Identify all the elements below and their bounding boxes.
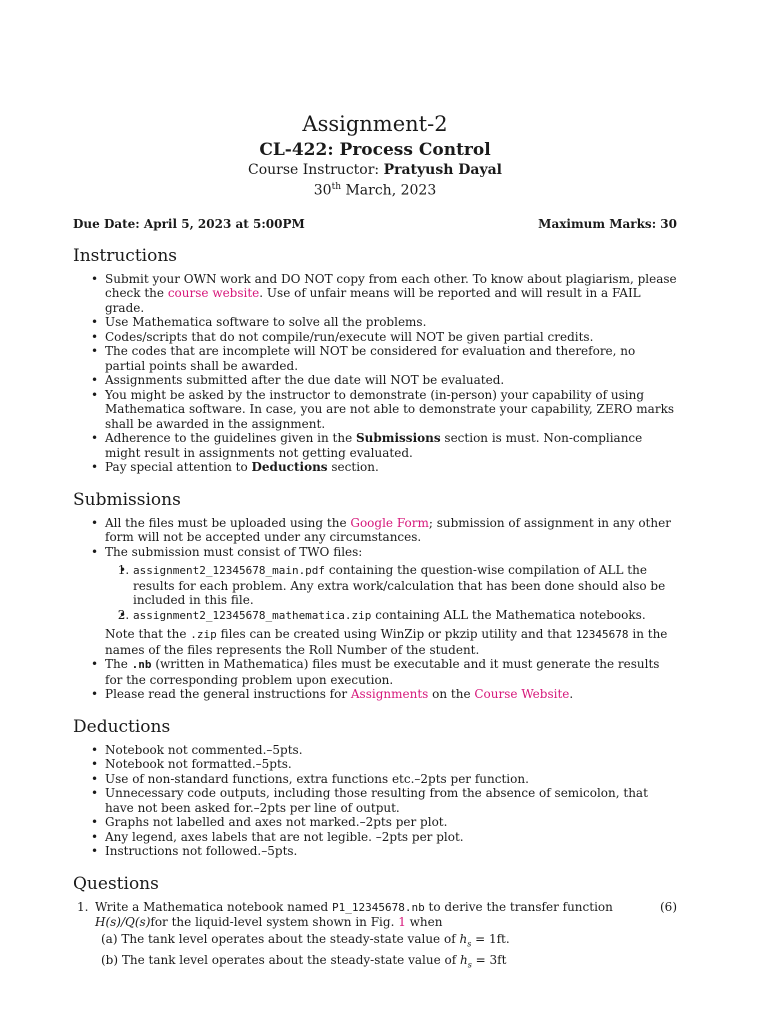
text: ; submission of assignment in any other form will not be accepted under any circumstances. (105, 515, 671, 545)
list-item: • Instructions not followed.–5pts. (105, 844, 677, 859)
code-text: 12345678 (575, 628, 629, 642)
assignment-title: Assignment-2 (302, 112, 448, 136)
text: = 3ft (471, 953, 507, 968)
text: (written in Mathematica) files must be executable and it must generate the results for the corresponding problem upon execution. (105, 657, 660, 687)
instructor-name: Pratyush Dayal (383, 162, 503, 178)
list-item (105, 431, 677, 460)
math-sub: s (467, 960, 472, 970)
text: Pay special attention to (105, 460, 252, 475)
list-item (105, 272, 677, 316)
list-item (105, 657, 677, 687)
text: Submit your OWN work and DO NOT copy from each other. To know about plagiarism, please check the (105, 271, 677, 301)
text: The (105, 657, 132, 672)
text: containing ALL the Mathematica notebooks. (371, 607, 646, 622)
question-number: 1. (77, 899, 89, 914)
text: . (569, 687, 574, 702)
text: Write a Mathematica notebook named (95, 899, 333, 914)
assignments-link[interactable]: Assignments (350, 687, 429, 702)
list-item: • You might be asked by the instructor to demonstrate (in-person) your capability of using Mathematica software. In case, you are not able to demonstrate your capability, ZERO marks shall be awarded in the assignment. (105, 388, 677, 432)
question-1 (73, 900, 677, 930)
submissions-list (73, 516, 677, 624)
questions-heading: Questions (73, 873, 159, 894)
bold-text: Submissions (356, 431, 441, 446)
list-item: • Use of non-standard functions, extra functions etc.–2pts per function. (105, 772, 677, 787)
text: = 1ft. (471, 931, 510, 946)
text: for the liquid-level system shown in Fig. (150, 915, 399, 930)
list-item: • The codes that are incomplete will NOT be considered for evaluation and therefore, no partial points shall be awarded. (105, 344, 677, 373)
document-page (73, 110, 677, 972)
text: (b) The tank level operates about the steady-state value of (101, 953, 460, 968)
text: section. (327, 460, 379, 475)
list-item: • Assignments submitted after the due date will NOT be evaluated. (105, 373, 677, 388)
subpart-a (101, 932, 677, 951)
math: h (459, 931, 468, 946)
text: All the files must be uploaded using the (105, 515, 351, 530)
text: Note that the (105, 627, 191, 642)
course-title: CL-422: Process Control (259, 140, 491, 160)
list-item: • Graphs not labelled and axes not marked.–2pts per plot. (105, 815, 677, 830)
text: containing the question-wise compilation of ALL the results for each problem. Any extra work/calculation that has been done should also be included in this file. (133, 563, 666, 608)
date-line (73, 179, 677, 200)
due-line (73, 217, 677, 231)
text: The submission must consist of TWO files: (105, 544, 363, 559)
question-marks: (6) (660, 899, 677, 914)
bold-code: .nb (131, 658, 152, 672)
date-sup: th (331, 182, 342, 192)
instructions-heading: Instructions (73, 245, 177, 266)
math: h (459, 953, 468, 968)
subpart-b (101, 953, 677, 972)
deductions-list (73, 743, 677, 859)
list-item: • Codes/scripts that do not compile/run/execute will NOT be given partial credits. (105, 330, 677, 345)
file-list (105, 563, 677, 623)
math: H(s)/Q(s) (95, 915, 151, 930)
list-item (105, 687, 677, 702)
text: section is must. Non-compliance might result in assignments not getting evaluated. (105, 431, 643, 460)
submissions-heading: Submissions (73, 489, 181, 510)
zip-note (73, 627, 677, 657)
deductions-heading: Deductions (73, 716, 171, 737)
text: . Use of unfair means will be reported and will result in a FAIL grade. (105, 286, 641, 315)
file-item (133, 608, 677, 624)
text: Please read the general instructions for (105, 687, 351, 702)
list-item: • Use Mathematica software to solve all the problems. (105, 315, 677, 330)
question-text (95, 900, 637, 930)
text: in the names of the files represents the Roll Number of the student. (105, 627, 668, 657)
code-text: .zip (190, 628, 217, 642)
list-item: • Unnecessary code outputs, including those resulting from the absence of semicolon, that have not been asked for.–2pts per line of output. (105, 786, 677, 815)
question-1-subparts (73, 932, 677, 973)
text: Adherence to the guidelines given in the (105, 431, 357, 446)
text: files can be created using WinZip or pkzip utility and that (216, 627, 576, 642)
file-name: assignment2_12345678_mathematica.zip (133, 608, 372, 622)
text: when (405, 915, 443, 930)
list-item: • Any legend, axes labels that are not legible. –2pts per plot. (105, 830, 677, 845)
instructor-line (73, 162, 677, 179)
text: (a) The tank level operates about the steady-state value of (101, 931, 460, 946)
submissions-list-cont (73, 657, 677, 702)
course-website-link[interactable]: course website (167, 286, 260, 301)
text: to derive the transfer function (424, 899, 613, 914)
date-rest: March, 2023 (341, 182, 437, 199)
course-website-link-2[interactable]: Course Website (474, 687, 570, 702)
list-item: • Notebook not formatted.–5pts. (105, 757, 677, 772)
list-item (105, 545, 677, 624)
bold-text: Deductions (251, 460, 328, 475)
google-form-link[interactable]: Google Form (350, 515, 429, 530)
instructions-list (73, 272, 677, 475)
list-item (105, 516, 677, 545)
title-block (73, 110, 677, 200)
math-sub: s (467, 939, 472, 949)
list-item (105, 460, 677, 475)
text: on the (428, 687, 475, 702)
list-item: • Notebook not commented.–5pts. (105, 743, 677, 758)
instructor-prefix: Course Instructor: (247, 162, 384, 178)
figure-link[interactable]: 1 (398, 915, 406, 930)
date-day: 30 (313, 182, 332, 199)
max-marks: Maximum Marks: 30 (538, 216, 677, 231)
file-name: assignment2_12345678_main.pdf (133, 564, 326, 578)
due-date: Due Date: April 5, 2023 at 5:00PM (73, 216, 305, 231)
code-text: P1_12345678.nb (332, 900, 425, 914)
file-item (133, 563, 677, 608)
